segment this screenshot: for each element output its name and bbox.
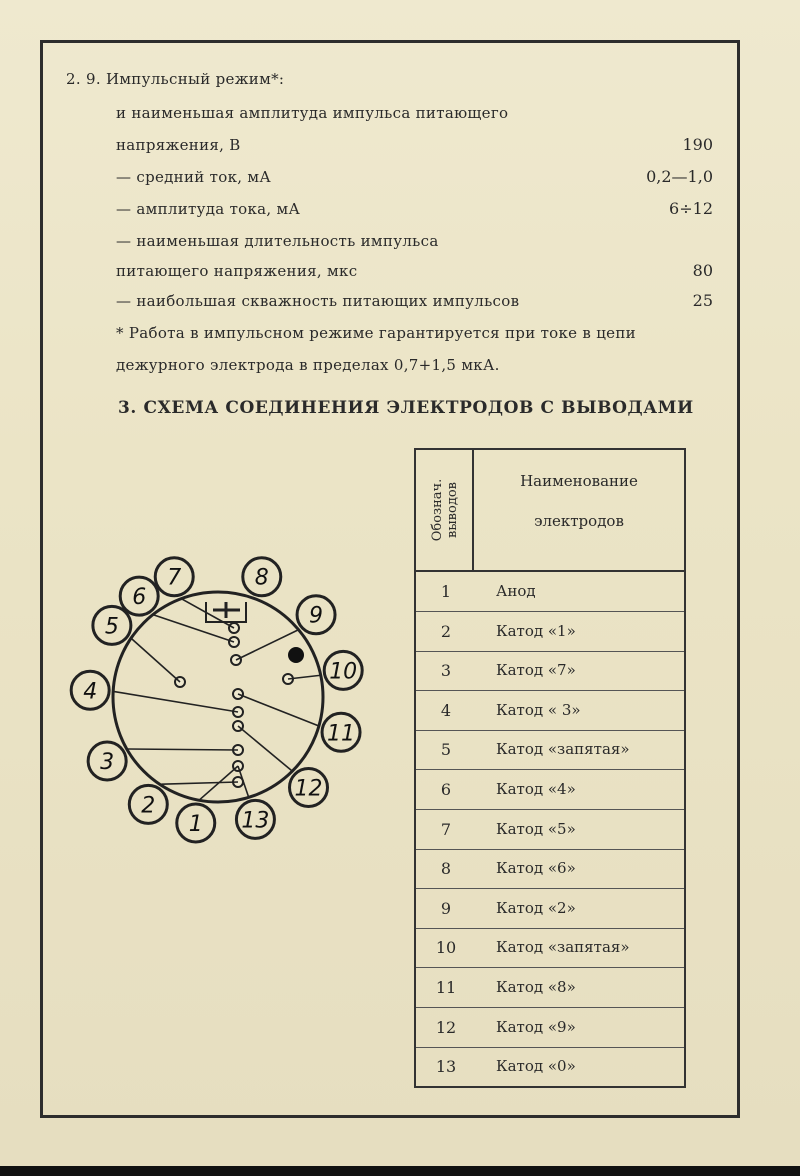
- pin-number: 4: [440, 700, 452, 720]
- connection-line: [132, 639, 180, 682]
- pin-number: 5: [440, 740, 452, 760]
- electrode-name: Катод «1»: [496, 621, 576, 640]
- pin-number: 13: [435, 1057, 457, 1077]
- anode-mark: [213, 602, 240, 618]
- row-divider: [416, 769, 684, 770]
- value: 190: [682, 135, 713, 154]
- electrode-name: Катод «2»: [496, 898, 576, 917]
- header-label: Наименование: [520, 472, 638, 490]
- pin-5-label: 5: [104, 614, 119, 640]
- connection-line: [128, 749, 238, 750]
- row-divider: [416, 809, 684, 810]
- electrode-name: Катод «запятая»: [496, 938, 630, 957]
- text-line: — средний ток, мА: [116, 168, 272, 186]
- connection-line: [238, 726, 292, 771]
- bottom-edge: [0, 1166, 800, 1176]
- row-divider: [416, 1047, 684, 1048]
- table-row: [416, 930, 684, 970]
- pin-number: 1: [440, 582, 452, 601]
- connection-line: [238, 694, 318, 726]
- pin-number: 3: [440, 661, 452, 681]
- text-line: питающего напряжения, мкс: [116, 262, 358, 280]
- pin-3-label: 3: [100, 750, 115, 775]
- table-header-pin: [416, 450, 474, 570]
- value: 80: [692, 261, 713, 280]
- pin-6-label: 6: [132, 585, 147, 611]
- table-row: [416, 891, 684, 931]
- pin-4-label: 4: [83, 679, 98, 705]
- header-divider: [416, 570, 684, 572]
- header-label: электродов: [534, 512, 624, 530]
- electrode-name: Катод «8»: [496, 978, 576, 996]
- row-divider: [416, 611, 684, 612]
- table-row: [416, 693, 684, 733]
- table-row: [416, 1049, 684, 1089]
- section-heading: 2. 9. Импульсный режим*:: [66, 70, 285, 88]
- pin-number: 8: [440, 859, 452, 879]
- electrode-name: Катод «7»: [496, 661, 576, 680]
- table-row: [416, 653, 684, 693]
- connection-line: [161, 782, 238, 784]
- text-line: и наименьшая амплитуда импульса питающего: [116, 104, 509, 122]
- row-divider: [416, 888, 684, 889]
- electrode-name: Катод « 3»: [496, 700, 581, 719]
- row-divider: [416, 651, 684, 652]
- electrode-name: Катод «4»: [496, 780, 576, 798]
- table-row: [416, 574, 684, 614]
- footnote: дежурного электрода в пределах 0,7+1,5 мкА.: [116, 356, 500, 374]
- row-divider: [416, 1007, 684, 1008]
- table-row: [416, 851, 684, 891]
- row-divider: [416, 967, 684, 968]
- pin-13-label: 13: [241, 808, 270, 834]
- pin-number: 12: [435, 1017, 457, 1037]
- pin-number: 11: [435, 978, 457, 997]
- electrode-name: Катод «0»: [496, 1057, 576, 1076]
- pin-10-label: 10: [329, 659, 358, 685]
- pin-number: 7: [440, 819, 452, 839]
- electrode-name: Катод «5»: [496, 819, 576, 838]
- key-dot: [288, 647, 304, 663]
- electrode-name: Катод «запятая»: [496, 740, 630, 759]
- pin-number: 2: [440, 621, 452, 641]
- connection-line: [154, 615, 234, 642]
- value: 25: [692, 291, 713, 310]
- text-line: напряжения, В: [116, 136, 241, 154]
- table-row: [416, 1010, 684, 1050]
- pin-8-label: 8: [254, 565, 269, 591]
- row-divider: [416, 928, 684, 929]
- value: 0,2—1,0: [646, 167, 713, 186]
- pinout-table: [414, 448, 686, 1088]
- pin-1-label: 1: [188, 812, 203, 838]
- connection-line: [114, 692, 238, 712]
- electrode-name: Анод: [496, 582, 536, 600]
- electrode-name: Катод «6»: [496, 859, 576, 878]
- pin-9-label: 9: [309, 603, 324, 629]
- table-row: [416, 614, 684, 654]
- footnote: * Работа в импульсном режиме гарантируется при токе в цепи: [116, 324, 636, 342]
- pin-2-label: 2: [141, 793, 156, 819]
- table-row: [416, 970, 684, 1010]
- value: 6÷12: [669, 199, 713, 218]
- row-divider: [416, 849, 684, 850]
- table-row: [416, 772, 684, 812]
- section-title: 3. СХЕМА СОЕДИНЕНИЯ ЭЛЕКТРОДОВ С ВЫВОДАМИ: [118, 398, 694, 418]
- pin-number: 10: [435, 938, 457, 958]
- table-row: [416, 732, 684, 772]
- pin-12-label: 12: [294, 776, 323, 802]
- electrode-name: Катод «9»: [496, 1017, 576, 1036]
- row-divider: [416, 730, 684, 731]
- text-line: — наибольшая скважность питающих импульсов: [116, 292, 520, 310]
- text-line: — амплитуда тока, мА: [116, 200, 301, 218]
- header-label: Обознач. выводов: [430, 478, 460, 542]
- pin-number: 9: [440, 898, 452, 918]
- pin-11-label: 11: [327, 721, 356, 747]
- text-line: — наименьшая длительность импульса: [116, 232, 439, 250]
- pin-number: 6: [440, 780, 452, 799]
- pin-7-label: 7: [167, 565, 182, 591]
- row-divider: [416, 690, 684, 691]
- pin-diagram: [83, 552, 388, 852]
- table-row: [416, 812, 684, 852]
- table-header-electrode: [474, 450, 684, 570]
